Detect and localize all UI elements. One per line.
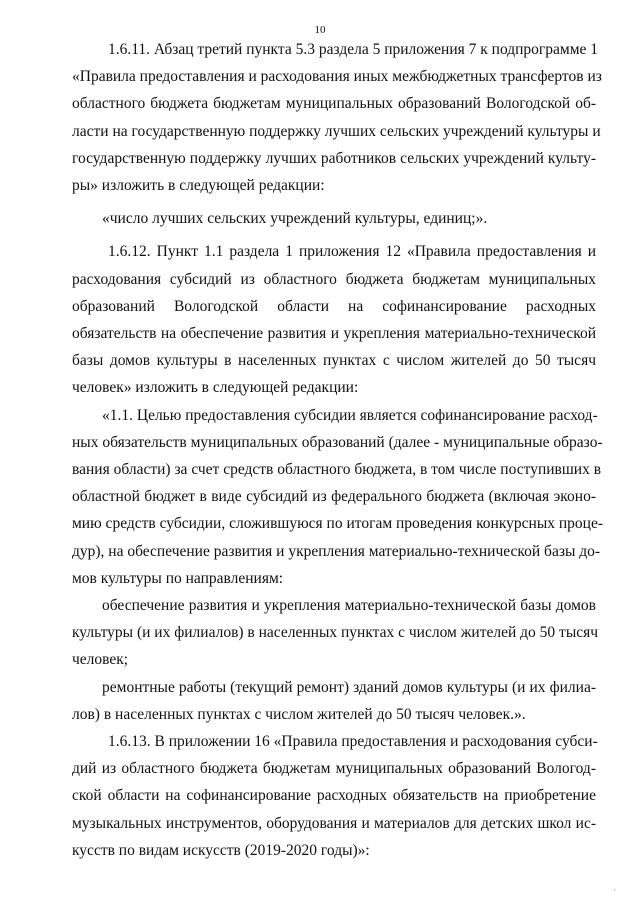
text-line: расходования субсидий из областного бюджета бюджетам муниципальных [72,270,596,288]
document-body [72,36,604,864]
paragraph-p-1-6-11 [72,36,602,199]
text-line: мов культуры по направлениям: [72,569,284,587]
text-line: 1.6.12. Пункт 1.1 раздела 1 приложения 12 «Правила предоставления и [108,243,596,261]
paragraph-p-quote-1 [72,205,596,232]
text-line: «Правила предоставления и расходования иных межбюджетных трансфертов из [72,68,602,86]
text-line: дур), на обеспечение развития и укрепления материально-технической базы до- [72,542,601,560]
scan-mark: · [613,885,616,895]
text-line: 1.6.11. Абзац третий пункта 5.3 раздела 5 приложения 7 к подпрограмме 1 [108,41,599,58]
text-line: областного бюджета бюджетам муниципальных образований Вологодской об- [72,95,596,113]
text-line: образований Вологодской области на софинансирование расходных [72,297,596,315]
text-line: ласти на государственную поддержку лучших сельских учреждений культуры и [72,122,601,140]
text-line: кусств по видам искусств (2019-2020 годы)»: [72,841,370,859]
text-line: ры» изложить в следующей редакции: [72,177,325,195]
page-number: 10 [314,24,326,36]
paragraph-p-direction-2 [72,674,596,728]
text-line: государственную поддержку лучших работников сельских учреждений культу- [72,149,596,167]
text-line: 1.6.13. В приложении 16 «Правила предоставления и расходования субси- [108,733,598,751]
text-line: человек» изложить в следующей редакции: [72,379,359,397]
text-line: ных обязательств муниципальных образований (далее - муниципальные образо- [72,433,603,451]
text-line: «число лучших сельских учреждений культуры, единиц;». [102,210,488,228]
text-line: обязательств на обеспечение развития и укрепления материально-технической [72,325,596,343]
paragraph-p-1-1 [72,402,604,592]
text-line: культуры (и их филиалов) в населенных пунктах с числом жителей до 50 тысяч [72,624,599,642]
text-line: музыкальных инструментов, оборудования и материалов для детских школ ис- [72,814,596,832]
paragraph-p-1-6-12 [72,238,596,401]
text-line: дий из областного бюджета бюджетам муниципальных образований Вологод- [72,760,596,778]
paragraph-p-1-6-13 [72,728,596,864]
text-line: человек; [72,651,129,669]
paragraph-p-direction-1 [72,592,599,674]
text-line: ремонтные работы (текущий ремонт) зданий домов культуры (и их филиа- [102,678,596,696]
text-line: «1.1. Целью предоставления субсидии является софинансирование расход- [102,406,598,424]
text-line: лов) в населенных пунктах с числом жителей до 50 тысяч человек.». [72,705,526,723]
text-line: обеспечение развития и укрепления материально-технической базы домов [102,597,596,615]
text-line: ской области на софинансирование расходных обязательств на приобретение [72,787,596,805]
text-line: областной бюджет в виде субсидий из федерального бюджета (включая эконо- [72,488,596,506]
text-line: базы домов культуры в населенных пунктах с числом жителей до 50 тысяч [72,352,596,370]
text-line: мию средств субсидии, сложившуюся по итогам проведения конкурсных проце- [72,515,604,533]
text-line: вания области) за счет средств областного бюджета, в том числе поступивших в [72,461,602,479]
